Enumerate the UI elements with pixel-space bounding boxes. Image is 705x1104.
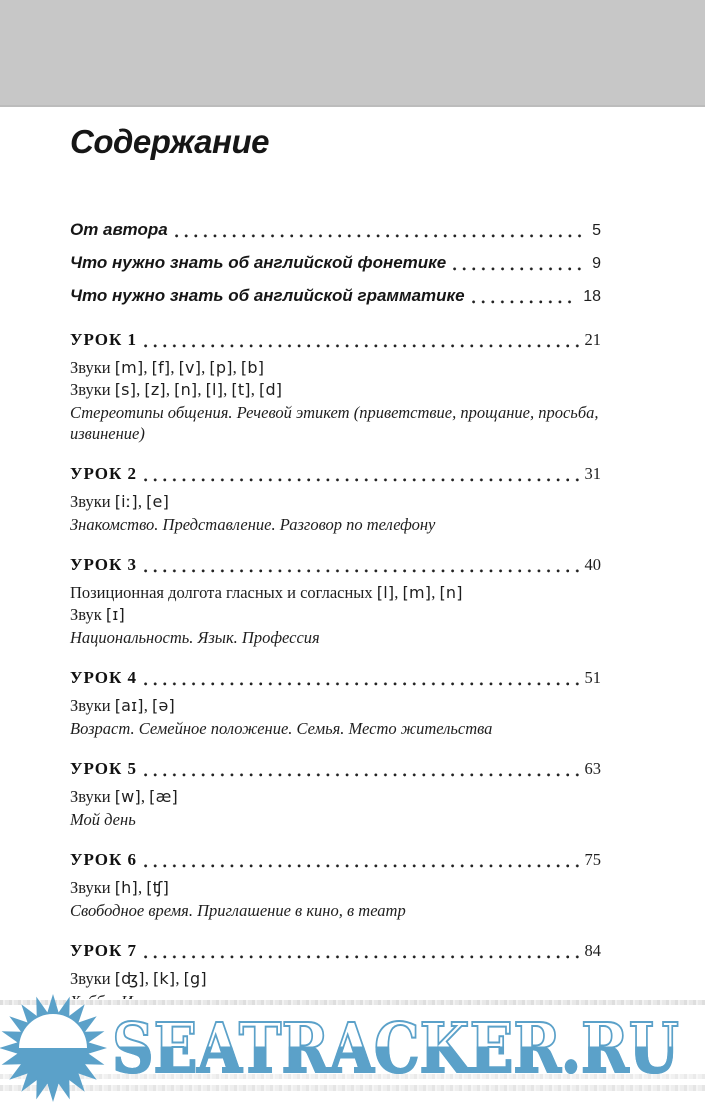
page-number: 31 <box>584 464 601 483</box>
lesson-title: УРОК 6 <box>70 850 138 869</box>
sound-line: Позиционная долгота гласных и согласных [l], [m], [n] <box>70 583 463 602</box>
dot-leader <box>144 682 578 686</box>
toc-page <box>70 107 601 1032</box>
sun-over-sea-icon <box>0 992 109 1104</box>
lesson-heading-row <box>70 850 601 870</box>
lesson-topic: Знакомство. Представление. Разговор по телефону <box>70 515 436 534</box>
page-number: 51 <box>584 668 601 687</box>
page-number: 75 <box>584 850 601 869</box>
lesson-topic: Мой день <box>70 810 136 829</box>
sound-line: Звук [ɪ] <box>70 605 125 624</box>
sound-line: Звуки [h], [ʧ] <box>70 878 170 897</box>
lesson-sound-lines <box>70 491 601 513</box>
lesson-sound-lines <box>70 786 601 808</box>
lesson-sound-lines <box>70 877 601 899</box>
lesson-title: УРОК 1 <box>70 330 138 349</box>
lesson-topic: Свободное время. Приглашение в кино, в театр <box>70 901 406 920</box>
dot-leader <box>144 773 578 777</box>
dot-leader <box>144 864 578 868</box>
watermark <box>0 999 705 1094</box>
lesson-title: УРОК 2 <box>70 464 138 483</box>
lesson-topic: Возраст. Семейное положение. Семья. Место жительства <box>70 719 493 738</box>
dot-leader <box>175 234 586 238</box>
lesson-sound-lines <box>70 968 601 990</box>
lesson-title: УРОК 3 <box>70 555 138 574</box>
toc-entry-label: От автора <box>70 220 168 239</box>
watermark-text: SEATRACKER.RU <box>112 1009 679 1089</box>
toc-entry-label: Что нужно знать об английской фонетике <box>70 253 447 272</box>
lesson-sound-lines <box>70 582 601 626</box>
page-number: 21 <box>584 330 601 349</box>
lesson-title: УРОК 5 <box>70 759 138 778</box>
lesson-heading-row <box>70 464 601 484</box>
lesson-title: УРОК 7 <box>70 941 138 960</box>
lesson-entry <box>70 668 601 739</box>
page-title: Содержание <box>70 123 269 160</box>
dot-leader <box>453 267 586 271</box>
lesson-heading-row <box>70 330 601 350</box>
dot-leader <box>144 478 578 482</box>
lesson-entry <box>70 330 601 444</box>
dot-leader <box>472 300 578 304</box>
lesson-entry <box>70 555 601 648</box>
lesson-sound-lines <box>70 695 601 717</box>
page-number: 40 <box>584 555 601 574</box>
sound-line: Звуки [w], [æ] <box>70 787 178 806</box>
dot-leader <box>144 569 578 573</box>
lesson-entry <box>70 759 601 830</box>
lesson-heading-row <box>70 759 601 779</box>
lesson-heading-row <box>70 668 601 688</box>
toc-entry <box>70 254 601 273</box>
lesson-topic: Национальность. Язык. Профессия <box>70 628 320 647</box>
front-matter-list <box>70 221 601 306</box>
page-number: 84 <box>584 941 601 960</box>
toc-entry <box>70 287 601 306</box>
lesson-entry <box>70 464 601 535</box>
page-number: 5 <box>592 222 601 239</box>
page-number: 18 <box>583 288 601 305</box>
sound-line: Звуки [iː], [e] <box>70 492 170 511</box>
dot-leader <box>144 344 578 348</box>
lessons-list <box>70 330 601 1012</box>
lesson-heading-row <box>70 941 601 961</box>
sound-line: Звуки [s], [z], [n], [l], [t], [d] <box>70 380 283 399</box>
sound-line: Звуки [ʤ], [k], [g] <box>70 969 207 988</box>
sound-line: Звуки [m], [f], [v], [p], [b] <box>70 358 265 377</box>
lesson-title: УРОК 4 <box>70 668 138 687</box>
sound-line: Звуки [aɪ], [ə] <box>70 696 175 715</box>
toc-entry-label: Что нужно знать об английской грамматике <box>70 286 465 305</box>
lesson-sound-lines <box>70 357 601 401</box>
page-number: 9 <box>592 255 601 272</box>
top-gray-band <box>0 0 705 107</box>
dot-leader <box>144 955 578 959</box>
lesson-topic: Стереотипы общения. Речевой этикет (приветствие, прощание, просьба, извинение) <box>70 403 599 443</box>
page-number: 63 <box>584 759 601 778</box>
lesson-heading-row <box>70 555 601 575</box>
lesson-entry <box>70 850 601 921</box>
toc-entry <box>70 221 601 240</box>
